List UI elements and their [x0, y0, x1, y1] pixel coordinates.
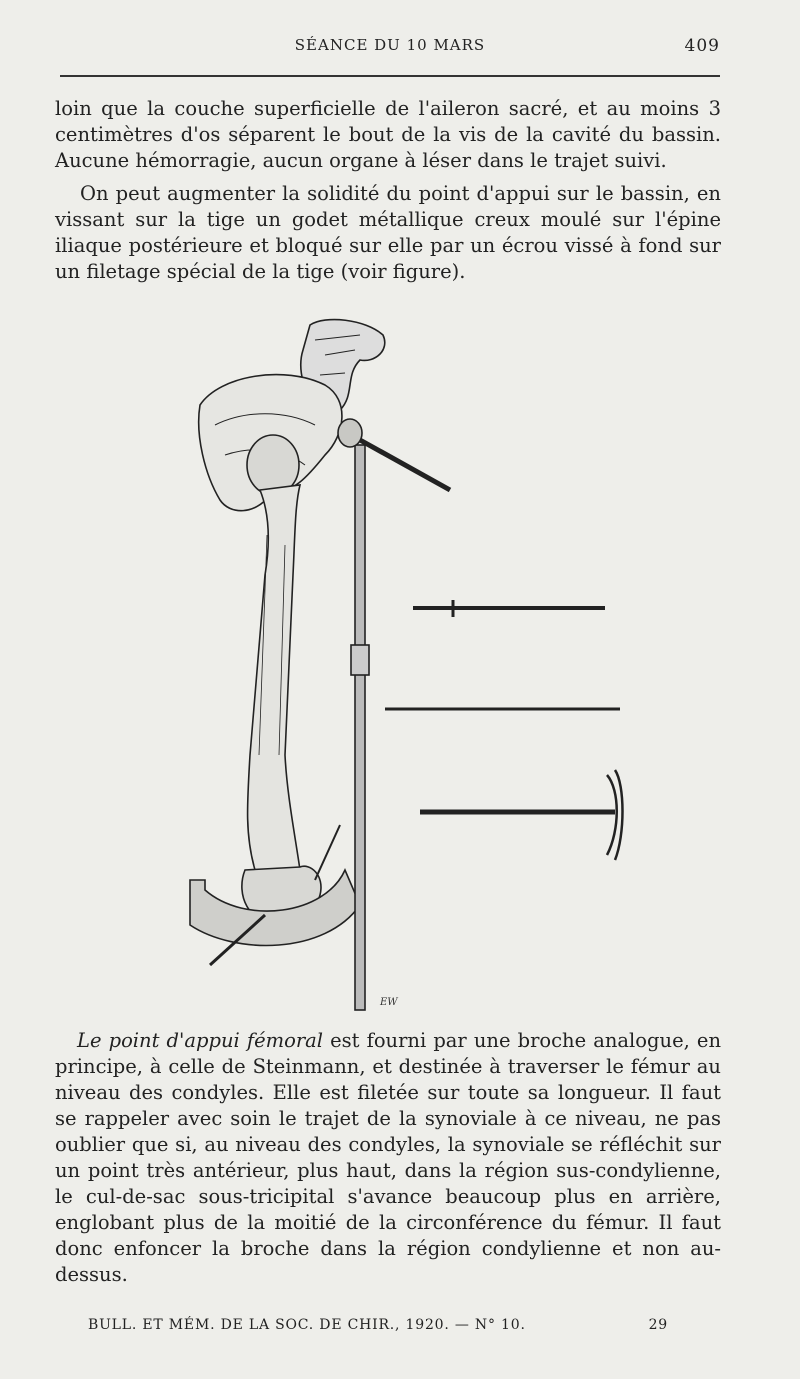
artist-signature: EW [380, 997, 398, 1008]
footer-sheet-number: 29 [648, 1317, 668, 1333]
running-header [60, 36, 720, 60]
femur-shaft-shape [248, 485, 300, 870]
illustration-femur-fixation [175, 315, 645, 1015]
iliac-cup-shape [338, 419, 362, 447]
footer-journal: BULL. ET MÉM. DE LA SOC. DE CHIR., 1920. — N° 10. [88, 1317, 526, 1333]
header-rule [60, 75, 720, 77]
paragraph-3-italic: Le point d'appui fémoral [77, 1029, 324, 1052]
header-title: SÉANCE DU 10 MARS [294, 36, 486, 54]
rod-clamp-shape [351, 645, 369, 675]
page-footer [88, 1317, 668, 1339]
paragraph-1: loin que la couche superficielle de l'aileron sacré, et au moins 3 centimètres d'os séparent le bout de la vis de la cavité du bassin. Aucune hémorragie, aucun organe à léser dans le trajet suivi. [55, 97, 721, 172]
paragraph-3-text: est fourni par une broche analogue, en principe, à celle de Steinmann, et destinée à traverser le fémur au niveau des condyles. Elle est filetée sur toute sa longueur. Il faut se rappeler avec soin le trajet de la synoviale à ce niveau, ne pas oublier que si, au niveau des condyles, la synoviale se réfléchit sur un point très antérieur, plus haut, dans la région sus-condylienne, le cul-de-sac sous-tricipital s'avance beaucoup plus en arrière, englobant plus de la moitié de la circonférence du fémur. Il faut donc enfoncer la broche dans la région condylienne et non au-dessus. [55, 1029, 721, 1286]
paragraph-3 [55, 1028, 721, 1288]
page-number: 409 [684, 36, 720, 56]
vertical-rod-shape [355, 445, 365, 1010]
figure-drawing [175, 315, 645, 1015]
paragraph-2: On peut augmenter la solidité du point d'appui sur le bassin, en vissant sur la tige un godet métallique creux moulé sur l'épine iliaque postérieure et bloqué sur elle par un écrou vissé à fond sur un filetage spécial de la tige (voir figure). [55, 182, 721, 283]
iliac-screw-shape [360, 440, 450, 490]
